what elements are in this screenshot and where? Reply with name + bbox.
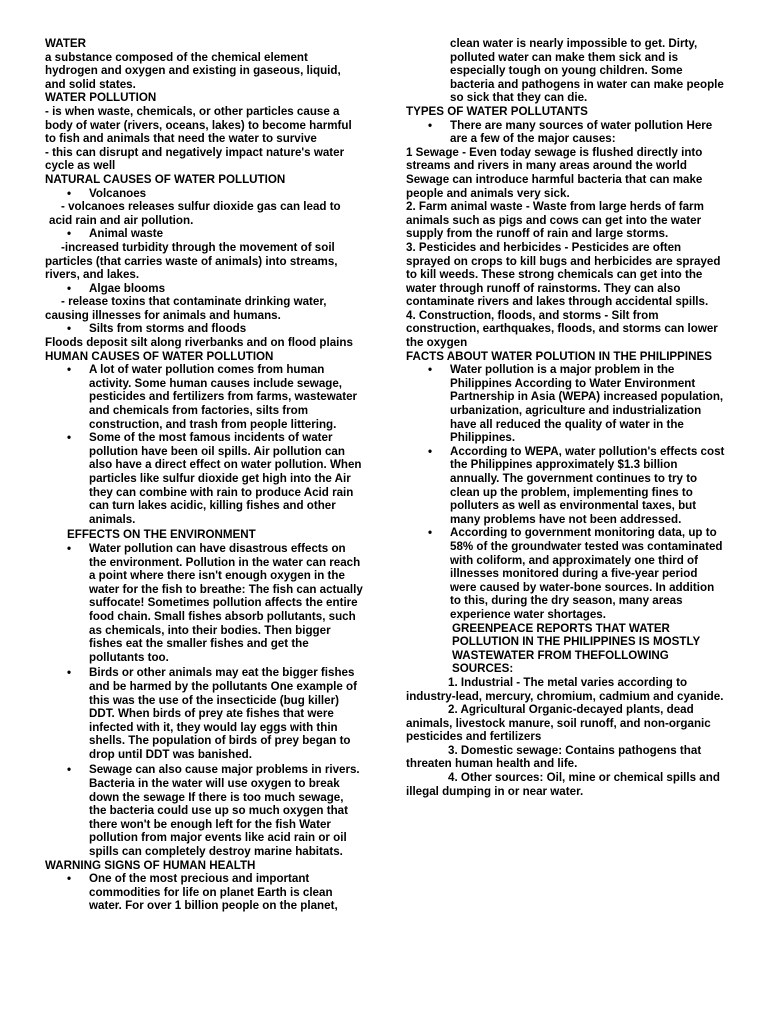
type-sewage: 1 Sewage - Even today sewage is flushed directly into streams and rivers in many areas around the world Sewage can introduce harmful bacteria that can make people and animals very sick. — [406, 145, 703, 200]
type-construction: 4. Construction, floods, and storms - Silt from construction, earthquakes, floods, and storms can lower the oxygen — [406, 308, 718, 350]
heading-warning-signs: WARNING SIGNS OF HUMAN HEALTH — [45, 858, 256, 872]
bullet-effects-2: • Birds or other animals may eat the bigger fishes and be harmed by the pollutants One example of this was the use of the insecticide (bug killer) DDT. When birds of prey ate fishes that were infected with it, they would lay eggs with thin shells. The population of birds of prey began to drop until DDT was banished. — [45, 666, 363, 761]
bullet-facts-2: • According to WEPA, water pollution's effects cost the Philippines approximately $1.3 billion annually. The government continues to try to clean up the problem, implementing fines to polluters as well as environmental taxes, but many problems have not been addressed. — [406, 445, 726, 527]
bullet-facts-3: • According to government monitoring data, up to 58% of the groundwater tested was contaminated with coliform, and approximately one third of illnesses monitored during a five-year period were caused by water-bone sources. In addition to this, during the dry season, many areas experience water shortages. — [406, 526, 726, 621]
bullet-animal-waste: • Animal waste — [45, 227, 363, 241]
bullet-human-1: • A lot of water pollution comes from human activity. Some human causes include sewage, pesticides and fertilizers from farms, wastewater and chemicals from factories, silts from construction, and trash from people littering. — [45, 363, 363, 431]
left-column — [45, 37, 363, 913]
algae-description: - release toxins that contaminate drinking water, causing illnesses for animals and humans. — [45, 295, 327, 322]
type-pesticides: 3. Pesticides and herbicides - Pesticides are often sprayed on crops to kill bugs and herbicides are sprayed to kill weeds. These strong chemicals can get into the water through runoff of rainstorms. They can also contaminate rivers and lakes through accidental spills. — [406, 240, 721, 309]
warning-continued: clean water is nearly impossible to get. Dirty, polluted water can make them sick and is especially tough on young children. Some bacteria and pathogens in water can make people so sick that they can die. — [450, 37, 724, 105]
type-farm-animal-waste: 2. Farm animal waste - Waste from large herds of farm animals such as pigs and cows can get into the water supply from the runoff of rain and large storms. — [406, 200, 704, 241]
right-column — [406, 37, 726, 798]
greenpeace-other: 4. Other sources: Oil, mine or chemical spills and illegal dumping in or near water. — [406, 771, 720, 798]
greenpeace-agricultural: 2. Agricultural Organic-decayed plants, dead animals, livestock manure, soil runoff, and non-organic pesticides and fertilizers — [406, 703, 711, 744]
bullet-effects-3: • Sewage can also cause major problems in rivers. Bacteria in the water will use oxygen to break down the sewage If there is too much sewage, the bacteria could use up so much oxygen that there won't be enough left for the fish Water pollution from major events like acid rain or oil spills can completely destroy marine habitats. — [45, 763, 363, 858]
pollution-definition-2: - this can disrupt and negatively impact nature's water cycle as well — [45, 145, 345, 173]
bullet-types-intro: • There are many sources of water pollution Here are a few of the major causes: — [406, 119, 726, 146]
silts-description: Floods deposit silt along riverbanks and on flood plains — [45, 336, 353, 350]
heading-natural-causes: NATURAL CAUSES OF WATER POLLUTION — [45, 172, 286, 186]
heading-facts-philippines: FACTS ABOUT WATER POLUTION IN THE PHILIPPINES — [406, 349, 712, 363]
heading-types-pollutants: TYPES OF WATER POLLUTANTS — [406, 104, 588, 118]
greenpeace-domestic: 3. Domestic sewage: Contains pathogens that threaten human health and life. — [406, 743, 702, 771]
bullet-algae-blooms: • Algae blooms — [45, 282, 363, 296]
bullet-volcanoes: • Volcanoes — [45, 187, 363, 201]
pollution-definition-1: - is when waste, chemicals, or other particles cause a body of water (rivers, oceans, lakes) to become harmful to fish and animals that need the water to survive — [45, 104, 352, 146]
heading-effects-environment: EFFECTS ON THE ENVIRONMENT — [67, 528, 256, 542]
bullet-warning-1: • One of the most precious and important commodities for life on planet Earth is clean water. For over 1 billion people on the planet, — [45, 872, 363, 913]
heading-water: WATER — [45, 37, 87, 50]
animal-waste-description: -increased turbidity through the movement of soil particles (that carries waste of animals) into streams, rivers, and lakes. — [45, 240, 338, 282]
bullet-human-2: • Some of the most famous incidents of water pollution have been oil spills. Air pollution can also have a direct effect on water pollution. When particles like sulfur dioxide get high into the Air they can combine with rain to produce Acid rain can turn lakes acidic, killing fishes and other animals. — [45, 431, 363, 526]
heading-human-causes: HUMAN CAUSES OF WATER POLLUTION — [45, 349, 274, 363]
bullet-facts-1: • Water pollution is a major problem in the Philippines According to Water Environment Partnership in Asia (WEPA) increased population, urbanization, agriculture and industrialization have all reduced the quality of water in the Philippines. — [406, 363, 726, 445]
volcanoes-description: - volcanoes releases sulfur dioxide gas can lead to acid rain and air pollution. — [49, 200, 341, 227]
heading-water-pollution: WATER POLLUTION — [45, 91, 157, 105]
water-definition: a substance composed of the chemical element hydrogen and oxygen and existing in gaseous, liquid, and solid states. — [45, 50, 341, 91]
bullet-silts: • Silts from storms and floods — [45, 322, 363, 336]
greenpeace-industrial: 1. Industrial - The metal varies according to industry-lead, mercury, chromium, cadmium and cyanide. — [406, 675, 724, 703]
heading-greenpeace: GREENPEACE REPORTS THAT WATER POLLUTION IN THE PHILIPPINES IS MOSTLY WASTEWATER FROM THEFOLLOWING SOURCES: — [452, 621, 701, 676]
bullet-effects-1: • Water pollution can have disastrous effects on the environment. Pollution in the water can reach a point where there isn't enough oxygen in the water for the fish to breathe: The fish can actually suffocate! Sometimes pollution affects the entire food chain. Small fishes absorb pollutants, such as chemicals, into their bodies. Then bigger fishes eat the smaller fishes and get the pollutants too. — [45, 542, 363, 664]
